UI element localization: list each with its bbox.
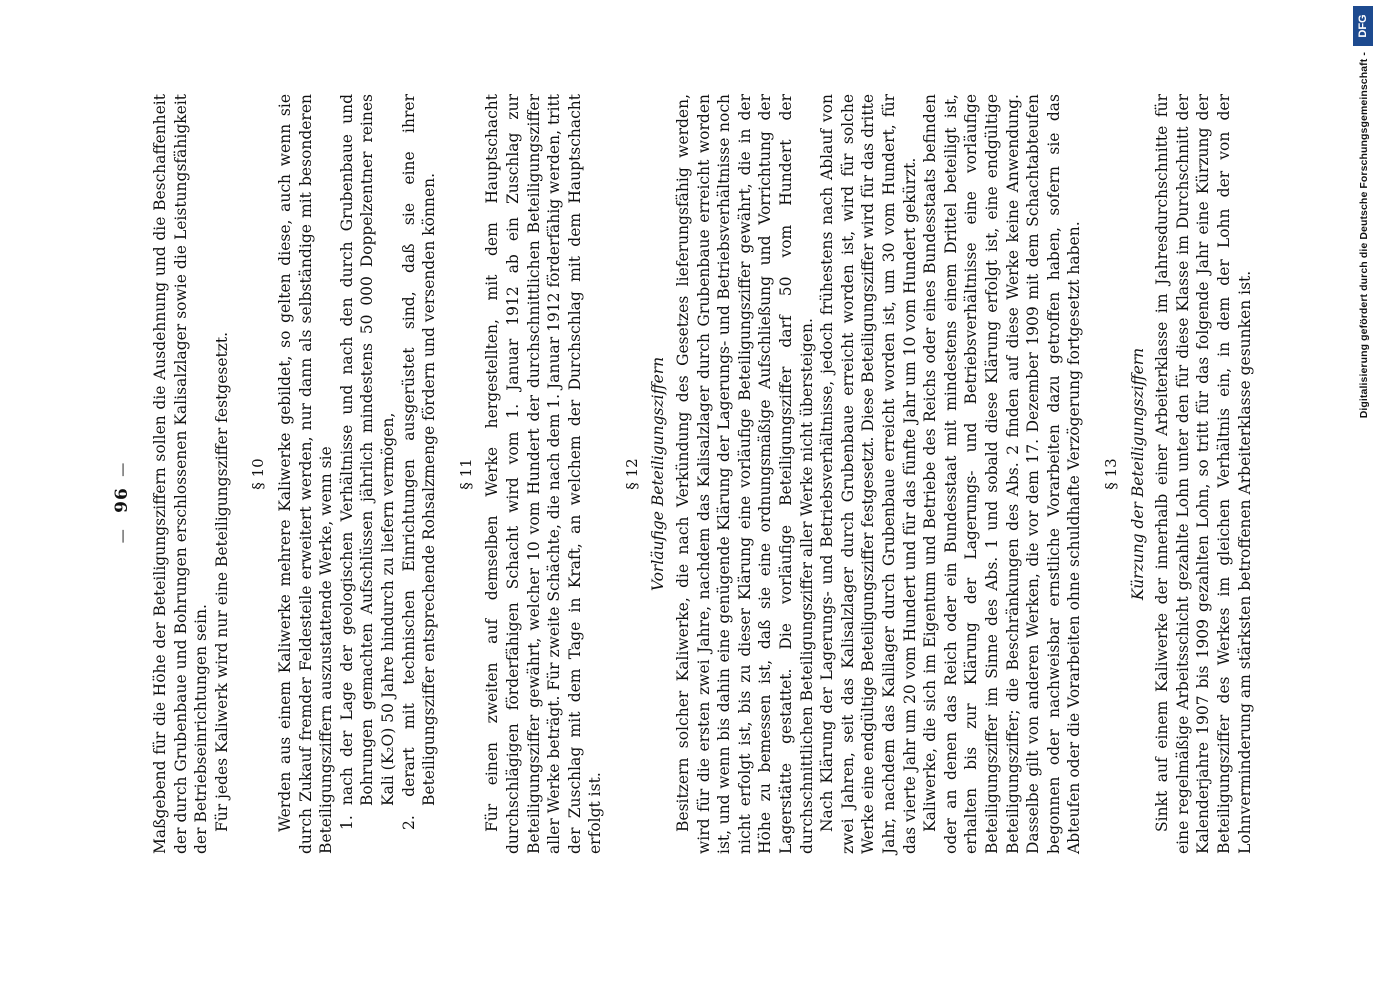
section-10-heading: § 10: [249, 458, 268, 490]
dfg-logo: DFG: [1353, 6, 1373, 46]
section-13-title: Kürzung der Beteiligungsziffern: [1128, 347, 1147, 601]
section-10-list: [337, 94, 440, 854]
page-header: — 96 —: [112, 456, 132, 544]
section-13-heading: § 13: [1101, 458, 1120, 490]
page-number: 96: [112, 487, 132, 513]
section-10-item-1: 1. nach der Lage der geologischen Verhältnisse und nach den durch Grubenbaue und Bohrungen gemachten Aufschlüssen jährlich mindestens 50 000 Doppelzentner reines Kali (K₂O) 50 Jahre hindurch zu liefern vermögen,: [337, 94, 397, 830]
section-12-paragraph-3: Kaliwerke, die sich im Eigentum und Betriebe des Reichs oder eines Bundesstaats befinden oder an denen das Reich oder ein Bundesstaat mit mindestens einem Drittel beteiligt ist, erhalten bis zur Klärung der Lagerungs- und Betriebsverhältnisse eine vorläufige Beteiligungsziffer im Sinne des Abs. 1 und sobald diese Klärung erfolgt ist, eine endgültige Beteiligungsziffer; die Beschränkungen des Abs. 2 finden auf diese Werke keine Anwendung. Dasselbe gilt von anderen Werken, die vor dem 17. Dezember 1909 mit dem Schachtabteufen begonnen oder nachweisbar ernstliche Vorarbeiten dazu getroffen haben, sofern sie das Abteufen oder die Vorarbeiten ohne schuldhafte Verzögerung fortgesetzt haben.: [921, 94, 1084, 854]
funding-note: Digitalisierung gefördert durch die Deutsche Forschungsgemeinschaft -: [1358, 52, 1370, 419]
section-12-paragraph-1: Besitzern solcher Kaliwerke, die nach Verkündung des Gesetzes lieferungsfähig werden, wird für die ersten zwei Jahre, nachdem das Kalisalzlager durch Grubenbaue erreicht worden ist, und wenn bis dahin eine genügende Klärung der Lagerungs- und Betriebsverhältnisse noch nicht erfolgt ist, bis zu dieser Klärung eine vorläufige Beteiligungsziffer gewährt, die in der Höhe zu bemessen ist, daß sie eine ordnungsmäßige Aufschließung und Vorrichtung der Lagerstätte gestattet. Die vorläufige Beteiligungsziffer darf 50 vom Hundert der durchschnittlichen Beteiligungsziffer aller Werke nicht übersteigen.: [674, 94, 816, 854]
section-11-heading: § 11: [456, 458, 475, 490]
section-12-title: Vorläufige Beteiligungsziffern: [649, 356, 668, 592]
digitization-footer: [1350, 0, 1380, 1000]
intro-paragraph-1: Maßgebend für die Höhe der Beteiligungsziffern sollen die Ausdehnung und die Beschaffenheit der durch Grubenbaue und Bohrungen erschlossenen Kalisalzlager sowie die Leistungsfähigkeit der Betriebseinrichtungen sein.: [151, 94, 211, 854]
intro-paragraph-2: Für jedes Kaliwerk wird nur eine Beteiligungsziffer festgesetzt.: [212, 331, 231, 832]
section-12-paragraph-2: Nach Klärung der Lagerungs- und Betriebsverhältnisse, jedoch frühestens nach Ablauf von zwei Jahren, seit das Kalisalzlager durch Grubenbaue erreicht worden ist, wird für solche Werke eine endgültige Beteiligungsziffer festgesetzt. Diese Beteiligungsziffer wird für das dritte Jahr, nachdem das Kalilager durch Grubenbaue erreicht worden ist, um 30 vom Hundert, für das vierte Jahr um 20 vom Hundert und für das fünfte Jahr um 10 vom Hundert gekürzt.: [818, 94, 919, 854]
section-11-text: Für einen zweiten auf demselben Werke hergestellten, mit dem Hauptschacht durchschlägigen förderfähigen Schacht wird vom 1. Januar 1912 ab ein Zuschlag zur Beteiligungsziffer gewährt, welcher 10 vom Hundert der durchschnittlichen Beteiligungsziffer aller Werke beträgt. Für zweite Schächte, die nach dem 1. Januar 1912 förderfähig werden, tritt der Zuschlag mit dem Tage in Kraft, an welchem der Durchschlag mit dem Hauptschacht erfolgt ist.: [483, 94, 605, 854]
section-12-heading: § 12: [622, 458, 641, 490]
section-13-text: Sinkt auf einem Kaliwerke der innerhalb einer Arbeiterklasse im Jahresdurchschnitte für eine regelmäßige Arbeitsschicht gezahlte Lohn unter den für diese Klasse im Durchschnitt der Kalenderjahre 1907 bis 1909 gezahlten Lohn, so tritt für das folgende Jahr eine Kürzung der Beteiligungsziffer des Werkes im gleichen Verhältnis ein, in dem der Lohn der von der Lohnverminderung am stärksten betroffenen Arbeiterklasse gesunken ist.: [1153, 94, 1254, 854]
section-10-text: Werden aus einem Kaliwerke mehrere Kaliwerke gebildet, so gelten diese, auch wenn sie durch Zukauf fremder Feldesteile erweitert werden, nur dann als selbständige mit besonderen Beteiligungsziffern auszustattende Werke, wenn sie: [275, 94, 336, 854]
document-body: [150, 94, 1255, 854]
section-10-item-2: 2. derart mit technischen Einrichtungen ausgerüstet sind, daß sie eine ihrer Beteiligungsziffer entsprechende Rohsalzmenge fördern und versenden können.: [399, 94, 439, 830]
